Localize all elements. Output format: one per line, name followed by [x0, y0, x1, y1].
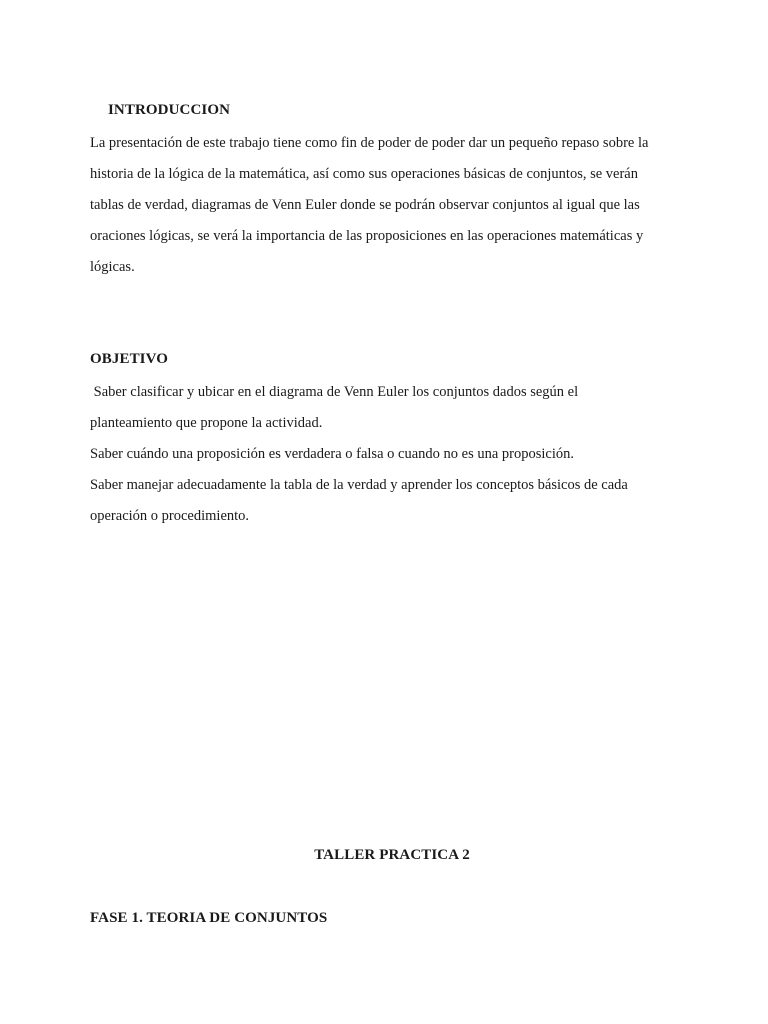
paragraph-line: historia de la lógica de la matemática, así como sus operaciones básicas de conjuntos, se verán: [90, 166, 638, 182]
paragraph-line: oraciones lógicas, se verá la importancia de las proposiciones en las operaciones matemáticas y: [90, 228, 644, 244]
paragraph-line: planteamiento que propone la actividad.: [90, 415, 323, 431]
paragraph-line: Saber manejar adecuadamente la tabla de la verdad y aprender los conceptos básicos de cada: [90, 477, 628, 493]
objetivo-heading: OBJETIVO: [90, 351, 169, 367]
objetivo-paragraph: [90, 377, 690, 532]
paragraph-line: Saber cuándo una proposición es verdadera o falsa o cuando no es una proposición.: [90, 446, 574, 462]
paragraph-line: La presentación de este trabajo tiene como fin de poder de poder dar un pequeño repaso sobre la: [90, 135, 649, 151]
fase-1-heading: FASE 1. TEORIA DE CONJUNTOS: [90, 910, 328, 926]
paragraph-line: lógicas.: [90, 259, 135, 275]
introduccion-heading: INTRODUCCION: [108, 102, 231, 118]
paragraph-line: tablas de verdad, diagramas de Venn Euler donde se podrán observar conjuntos al igual que las: [90, 197, 640, 213]
paragraph-line: operación o procedimiento.: [90, 508, 250, 524]
paragraph-line: Saber clasificar y ubicar en el diagrama de Venn Euler los conjuntos dados según el: [90, 384, 579, 400]
taller-practica-title: TALLER PRACTICA 2: [314, 847, 470, 863]
introduccion-paragraph: [90, 128, 690, 283]
